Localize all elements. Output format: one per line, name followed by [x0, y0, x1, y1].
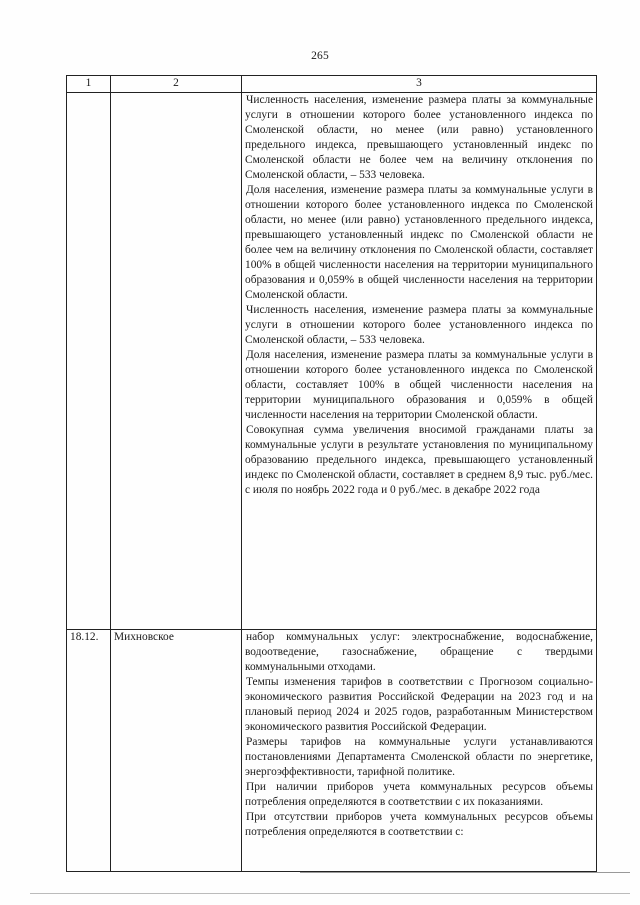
description-cell	[242, 93, 597, 630]
table-header-row	[67, 76, 597, 93]
paragraph: Доля населения, изменение размера платы за коммунальные услуги в отношении которого более установленного индекса по Смоленской области, но менее (или равно) установленного предельного индекса, превышающего установленный индекс по Смоленской области не более чем на величину отклонения по Смоленской области, составляет 100% в общей численности населения на территории муниципального образования и 0,059% в общей численности населения на территории Смоленской области.	[245, 184, 593, 301]
row-number-cell: 18.12.	[67, 630, 111, 872]
data-table	[66, 75, 597, 872]
paragraph: Численность населения, изменение размера платы за коммунальные услуги в отношении которого более установленного индекса по Смоленской области, но менее (или равно) установленного предельного индекса, превышающего установленный индекс по Смоленской области не более чем на величину отклонения по Смоленской области, – 533 человека.	[245, 94, 593, 181]
scan-artifact-line	[30, 893, 630, 894]
description-cell	[242, 630, 597, 872]
paragraph: Темпы изменения тарифов в соответствии с Прогнозом социально-экономического развития Российской Федерации на 2023 год и на плановый период 2024 и 2025 годов, разработанным Министерством экономического развития Российской Федерации.	[245, 676, 593, 733]
paragraph: При отсутствии приборов учета коммунальных ресурсов объемы потребления определяются в соответствии с:	[245, 811, 593, 838]
paragraph: При наличии приборов учета коммунальных ресурсов объемы потребления определяются в соответствии с их показаниями.	[245, 781, 593, 808]
table-row	[67, 630, 597, 872]
column-header-1: 1	[67, 76, 111, 93]
paragraph: Размеры тарифов на коммунальные услуги устанавливаются постановлениями Департамента Смоленской области по энергетике, энергоэффективности, тарифной политике.	[245, 736, 593, 778]
paragraph: набор коммунальных услуг: электроснабжение, водоснабжение, водоотведение, газоснабжение, обращение с твердыми коммунальными отходами.	[245, 631, 593, 673]
column-header-2: 2	[111, 76, 242, 93]
scan-artifact-line	[300, 872, 630, 873]
column-header-3: 3	[242, 76, 597, 93]
table-row	[67, 93, 597, 630]
municipality-name-cell: Михновское	[111, 630, 242, 872]
municipality-name-cell	[111, 93, 242, 630]
paragraph: Совокупная сумма увеличения вносимой гражданами платы за коммунальные услуги в результате установления по муниципальному образованию предельного индекса, превышающего установленный индекс по Смоленской области, составляет в среднем 8,9 тыс. руб./мес. с июля по ноябрь 2022 года и 0 руб./мес. в декабре 2022 года	[245, 424, 593, 496]
row-number-cell	[67, 93, 111, 630]
paragraph: Численность населения, изменение размера платы за коммунальные услуги в отношении которого более установленного индекса по Смоленской области, – 533 человека.	[245, 304, 593, 346]
page-number: 265	[311, 50, 329, 62]
paragraph: Доля населения, изменение размера платы за коммунальные услуги в отношении которого более установленного индекса по Смоленской области, составляет 100% в общей численности населения на территории муниципального образования и 0,059% в общей численности населения на территории Смоленской области.	[245, 349, 593, 421]
